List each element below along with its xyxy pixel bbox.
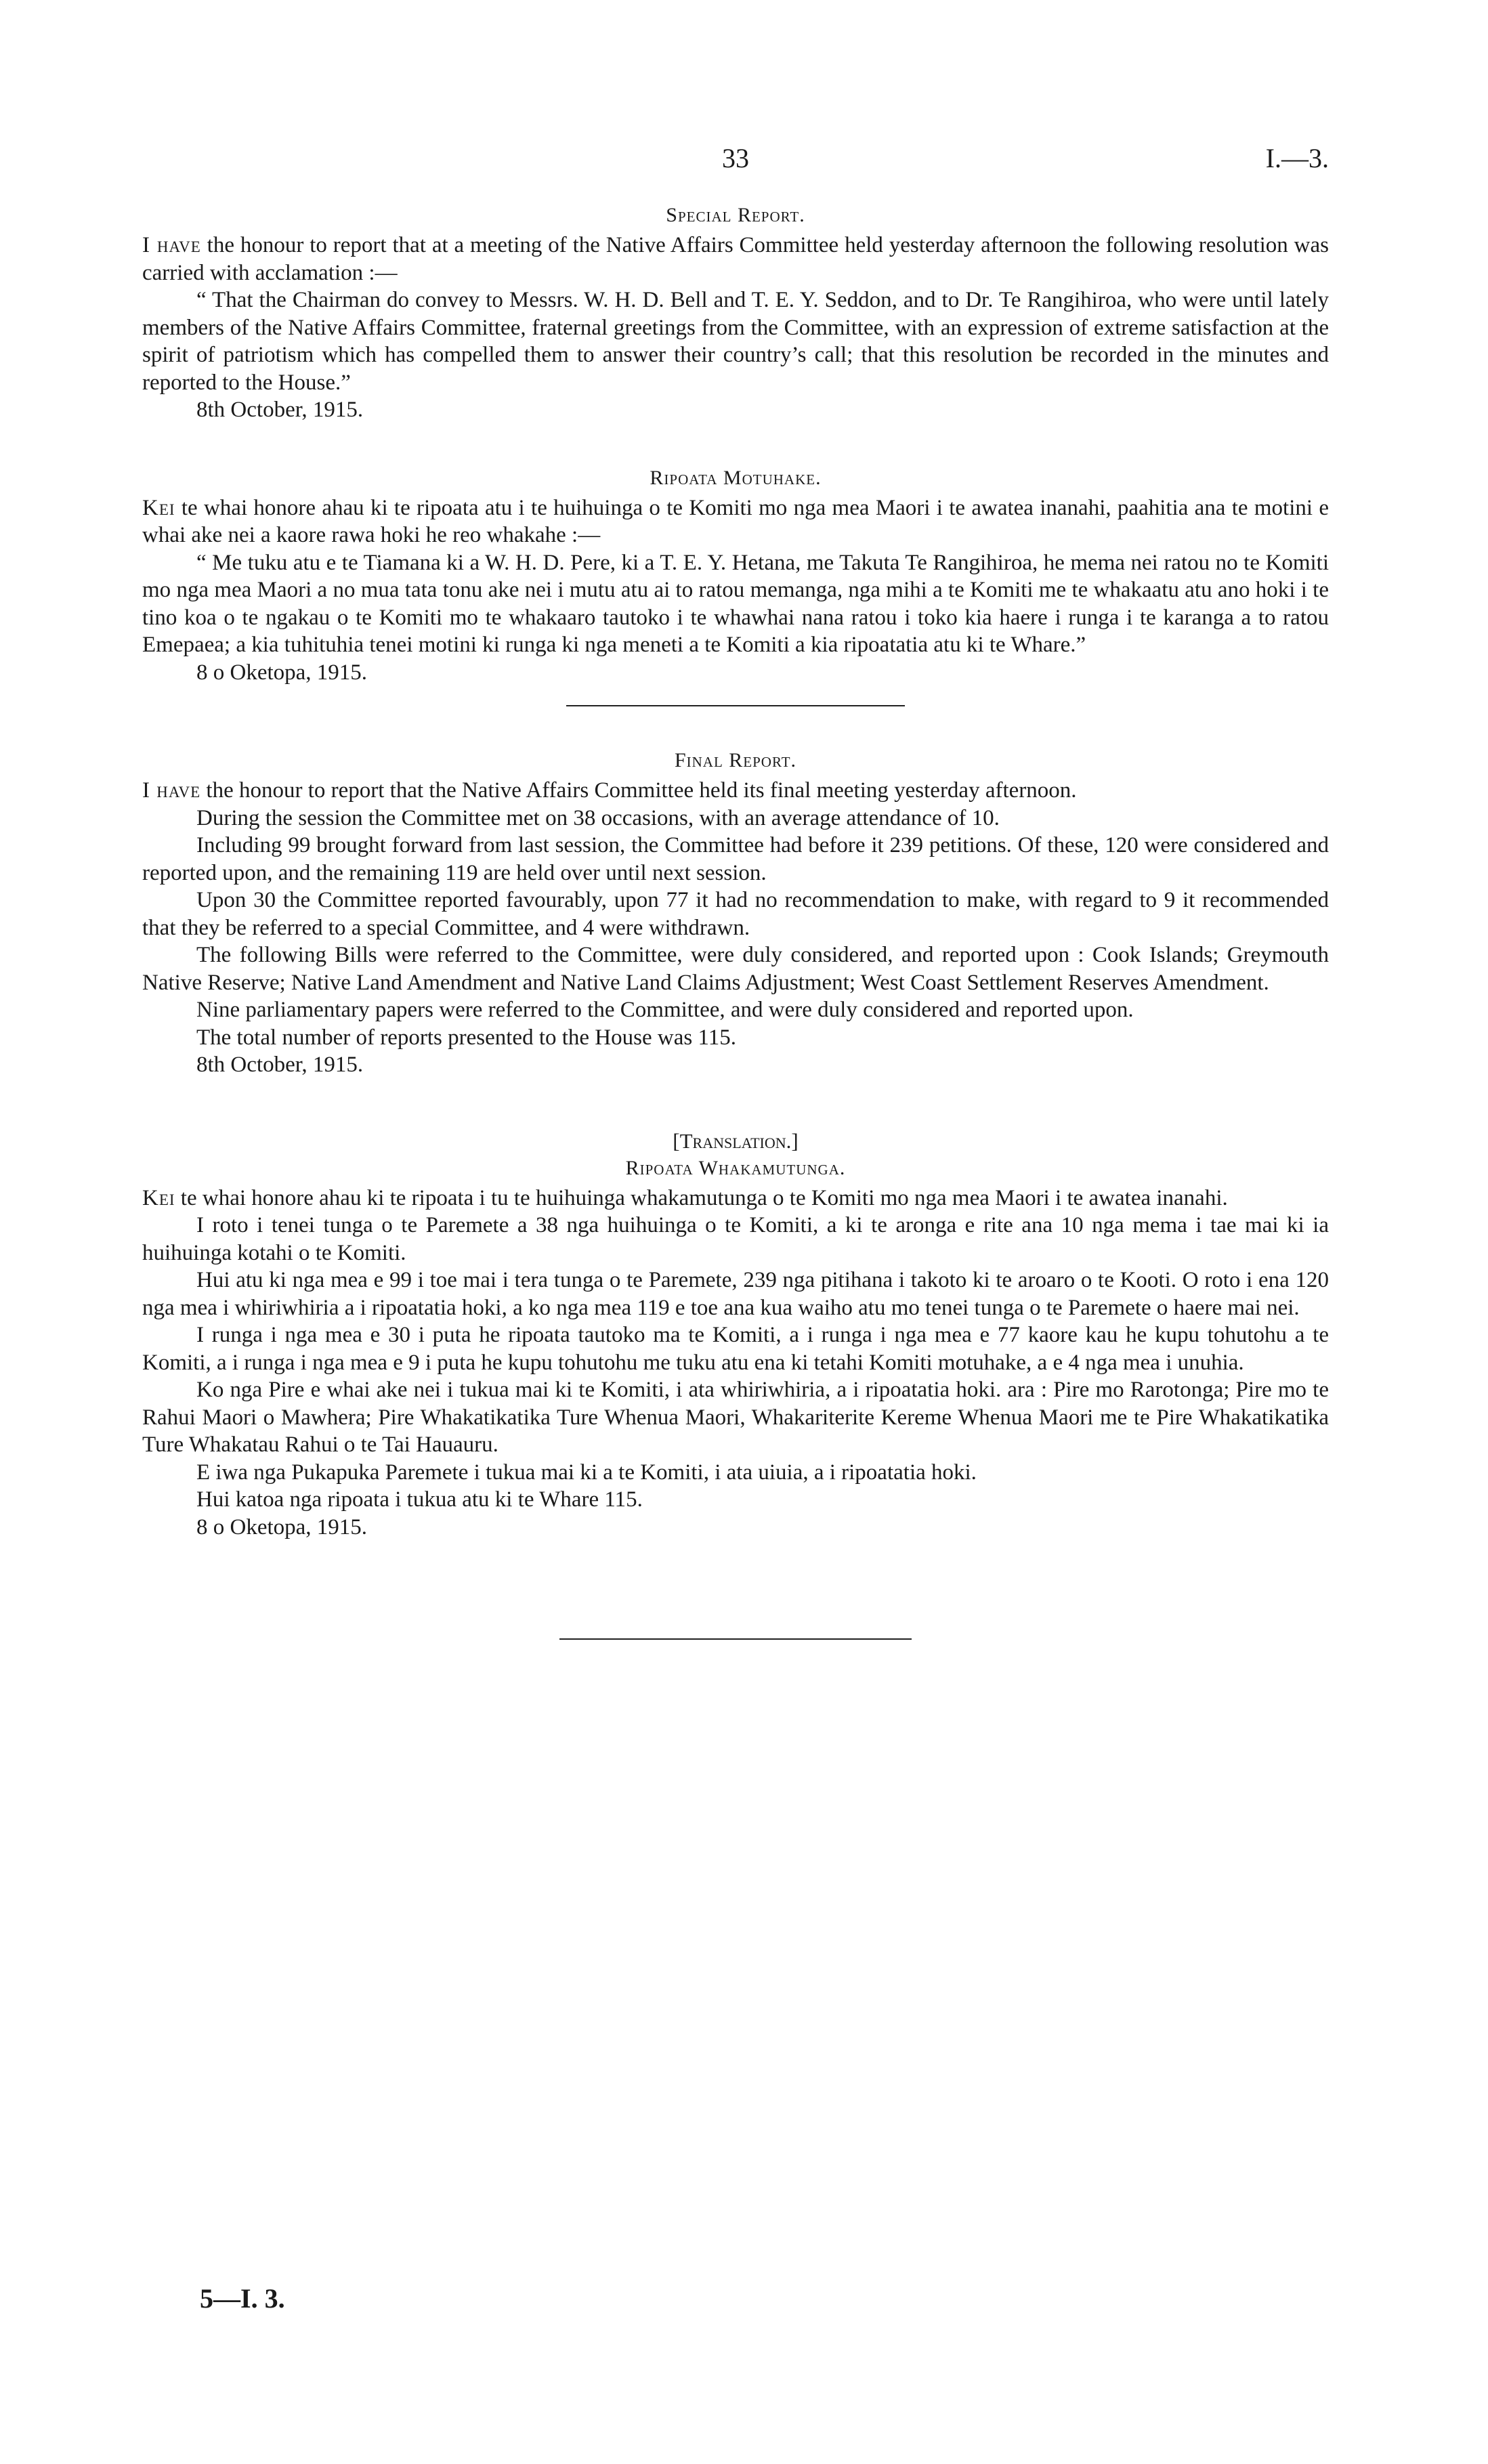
special-report-resolution: “ That the Chairman do convey to Messrs. W. H. D. Bell and T. E. Y. Seddon, and to Dr. Te Rangihiroa, who were until lately members of the Native Affairs Committee, fraternal greetings from the Committee, with an expression of extreme satisfaction at the spirit of patriotism which has compelled them to answer their country’s call; that this resolution be recorded in the minutes and reported to the House.” (142, 288, 1329, 395)
special-report-p1-text: the honour to report that at a meeting of the Native Affairs Committee held yesterday afternoon the following resolution was carried with acclamation :— (142, 233, 1329, 285)
final-report-section (142, 747, 1329, 1079)
final-report-paragraph-3: Including 99 brought forward from last session, the Committee had before it 239 petitions. Of these, 120 were considered and reported upon, and the remaining 119 are held over until next session. (142, 833, 1329, 885)
translation-p1-text: te whai honore ahau ki te ripoata i tu te huihuinga whakamutunga o te Komiti mo nga mea Maori i te awatea inanahi. (175, 1185, 1228, 1210)
special-report-title: Special Report. (666, 204, 805, 226)
final-report-paragraph-6: Nine parliamentary papers were referred to the Committee, and were duly considered and reported upon. (196, 998, 1134, 1022)
final-report-paragraph-5: The following Bills were referred to the Committee, were duly considered, and reported upon : Cook Islands; Greymouth Native Reserve; Native Land Amendment and Native Land Claims Adjustment; West Coast Settlement Reserves Amendment. (142, 943, 1329, 995)
translation-paragraph-7: Hui katoa nga ripoata i tukua atu ki te Whare 115. (196, 1487, 643, 1512)
final-report-title: Final Report. (674, 749, 797, 771)
final-report-paragraph-1 (142, 777, 1329, 805)
final-report-date: 8th October, 1915. (196, 1053, 364, 1077)
page-number: 33 (722, 143, 749, 173)
ripoata-motuhake-p1-text: te whai honore ahau ki te ripoata atu i te huihuinga o te Komiti mo nga mea Maori i te awatea inanahi, paahitia ana te motini e whai ake nei a kaore rawa hoki he reo whakahe :— (142, 495, 1329, 547)
translation-paragraph-5: Ko nga Pire e whai ake nei i tukua mai ki te Komiti, i ata whiriwhiria, a i ripoatatia hoki. ara : Pire mo Rarotonga; Pire mo te Rahui Maori o Mawhera; Pire Whakatikatika Ture Whenua Maori, Whakariterite Kereme Whenua Maori me te Pire Whakatikatika Ture Whakatau Rahui o te Tai Hauauru. (142, 1378, 1329, 1457)
final-report-lead: I have (142, 778, 201, 803)
translation-paragraph-1 (142, 1185, 1329, 1212)
ripoata-motuhake-section (142, 465, 1329, 687)
special-report-section (142, 202, 1329, 424)
translation-title: Ripoata Whakamutunga. (625, 1156, 846, 1179)
ripoata-motuhake-paragraph-1 (142, 494, 1329, 549)
final-report-p1-text: the honour to report that the Native Affairs Committee held its final meeting yesterday afternoon. (200, 778, 1077, 803)
closing-rule (559, 1638, 912, 1640)
translation-paragraph-3: Hui atu ki nga mea e 99 i toe mai i tera tunga o te Paremete, 239 nga pitihana i takoto ki te aroaro o te Kooti. O roto i ena 120 nga mea i whiriwhiria a i ripoatatia hoki, a ko nga mea 119 e toe ana kua waiho atu mo tenei tunga o te Paremete o haere mai nei. (142, 1268, 1329, 1320)
translation-paragraph-2: I roto i tenei tunga o te Paremete a 38 nga huihuinga o te Komiti, a ki te aronga e rite ana 10 nga mema i tae mai ki ia huihuinga kotahi o te Komiti. (142, 1213, 1329, 1265)
translation-paragraph-4: I runga i nga mea e 30 i puta he ripoata tautoko ma te Komiti, a i runga i nga mea e 77 kaore kau he kupu tohutohu a te Komiti, a i runga i nga mea e 9 i puta he kupu tohutohu me tuku atu ena ki tetahi Komiti motuhake, a e 4 nga mea i unuhia. (142, 1323, 1329, 1375)
special-report-date: 8th October, 1915. (196, 398, 364, 422)
final-report-paragraph-2: During the session the Committee met on 38 occasions, with an average attendance of 10. (196, 805, 1000, 830)
ripoata-motuhake-lead: Kei (142, 495, 175, 520)
translation-paragraph-6: E iwa nga Pukapuka Paremete i tukua mai ki a te Komiti, i ata uiuia, a i ripoatatia hoki. (196, 1460, 977, 1485)
translation-date: 8 o Oketopa, 1915. (196, 1514, 368, 1539)
special-report-paragraph-1 (142, 232, 1329, 286)
translation-section (142, 1128, 1329, 1542)
paper-reference: I.—3. (1265, 143, 1329, 173)
footer-reference: 5—I. 3. (200, 2283, 285, 2314)
document-page (142, 135, 1329, 1640)
ripoata-motuhake-date: 8 o Oketopa, 1915. (196, 660, 368, 685)
ripoata-motuhake-motion: “ Me tuku atu e te Tiamana ki a W. H. D. Pere, ki a T. E. Y. Hetana, me Takuta Te Rangihiroa, he mema nei ratou no te Komiti mo nga mea Maori a no mua tata tonu ake nei i mutu atu ai to ratou memanga, nga mihi a te Komiti me te whakaatu atu ano hoki i te tino koa o te ngakau o te Komiti mo te whakaaro tautoko i te whawhai nana ratou i toko kia haere i runga i te karanga a to ratou Emepaea; a kia tuhituhia tenei motini ki runga ki nga meneti a te Komiti a kia ripoatatia atu ki te Whare.” (142, 550, 1329, 657)
translation-lead: Kei (142, 1185, 175, 1210)
translation-label: [Translation.] (673, 1128, 799, 1153)
special-report-lead: I have (142, 233, 201, 257)
final-report-paragraph-4: Upon 30 the Committee reported favourably, upon 77 it had no recommendation to make, with regard to 9 it recommended that they be referred to a special Committee, and 4 were withdrawn. (142, 888, 1329, 940)
final-report-paragraph-7: The total number of reports presented to the House was 115. (196, 1025, 736, 1050)
page-header (142, 135, 1329, 183)
ripoata-motuhake-title: Ripoata Motuhake. (650, 466, 822, 489)
